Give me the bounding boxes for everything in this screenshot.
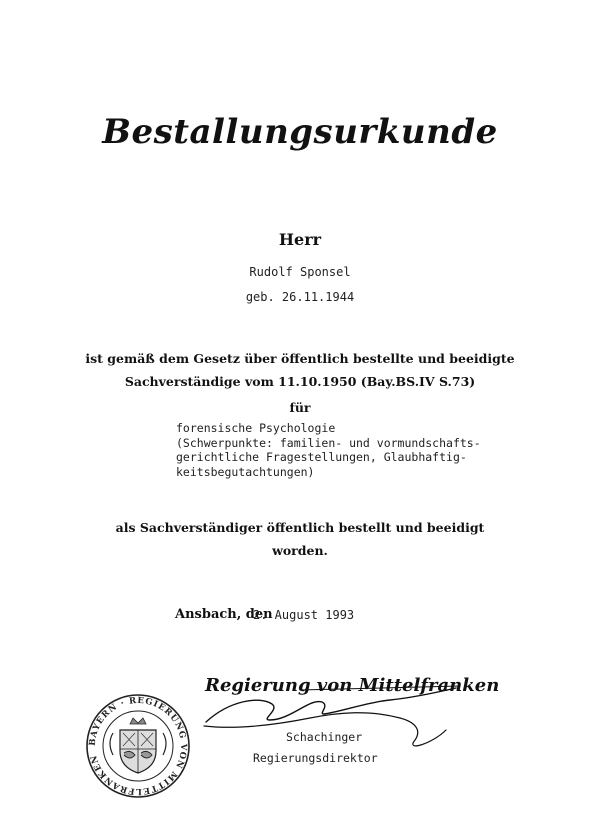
signature-icon	[200, 680, 465, 760]
birth-date: geb. 26.11.1944	[245, 290, 355, 304]
expertise-line: keitsbegutachtungen)	[176, 464, 315, 479]
signer-title: Regierungsdirektor	[253, 751, 378, 765]
expertise-line: forensische Psychologie	[176, 421, 336, 435]
recipient-name: Rudolf Sponsel	[249, 265, 351, 279]
issue-date: 2. August 1993	[253, 608, 355, 622]
appointed-line-2: worden.	[272, 543, 328, 558]
fuer-label: für	[289, 400, 311, 415]
expertise-line: (Schwerpunkte: familien- und vormundschafts-	[176, 435, 481, 450]
law-line-1: ist gemäß dem Gesetz über öffentlich bestellte und beeidigte	[85, 351, 515, 366]
place-label: Ansbach, den	[175, 607, 273, 622]
official-seal-icon	[85, 693, 191, 799]
document-title: Bestallungsurkunde	[102, 112, 498, 152]
law-line-2: Sachverständige vom 11.10.1950 (Bay.BS.IV S.73)	[124, 374, 476, 389]
signer-name: Schachinger	[286, 730, 363, 744]
seal-lettering: BAYERN · REGIERUNG VON MITTELFRANKEN	[87, 695, 189, 797]
salutation: Herr	[278, 230, 322, 249]
issuing-authority: Regierung von Mittelfranken	[205, 675, 500, 696]
appointed-line-1: als Sachverständiger öffentlich bestellt und beeidigt	[115, 520, 485, 535]
expertise-field	[176, 421, 481, 479]
expertise-line: gerichtliche Fragestellungen, Glaubhaftig-	[176, 450, 467, 464]
